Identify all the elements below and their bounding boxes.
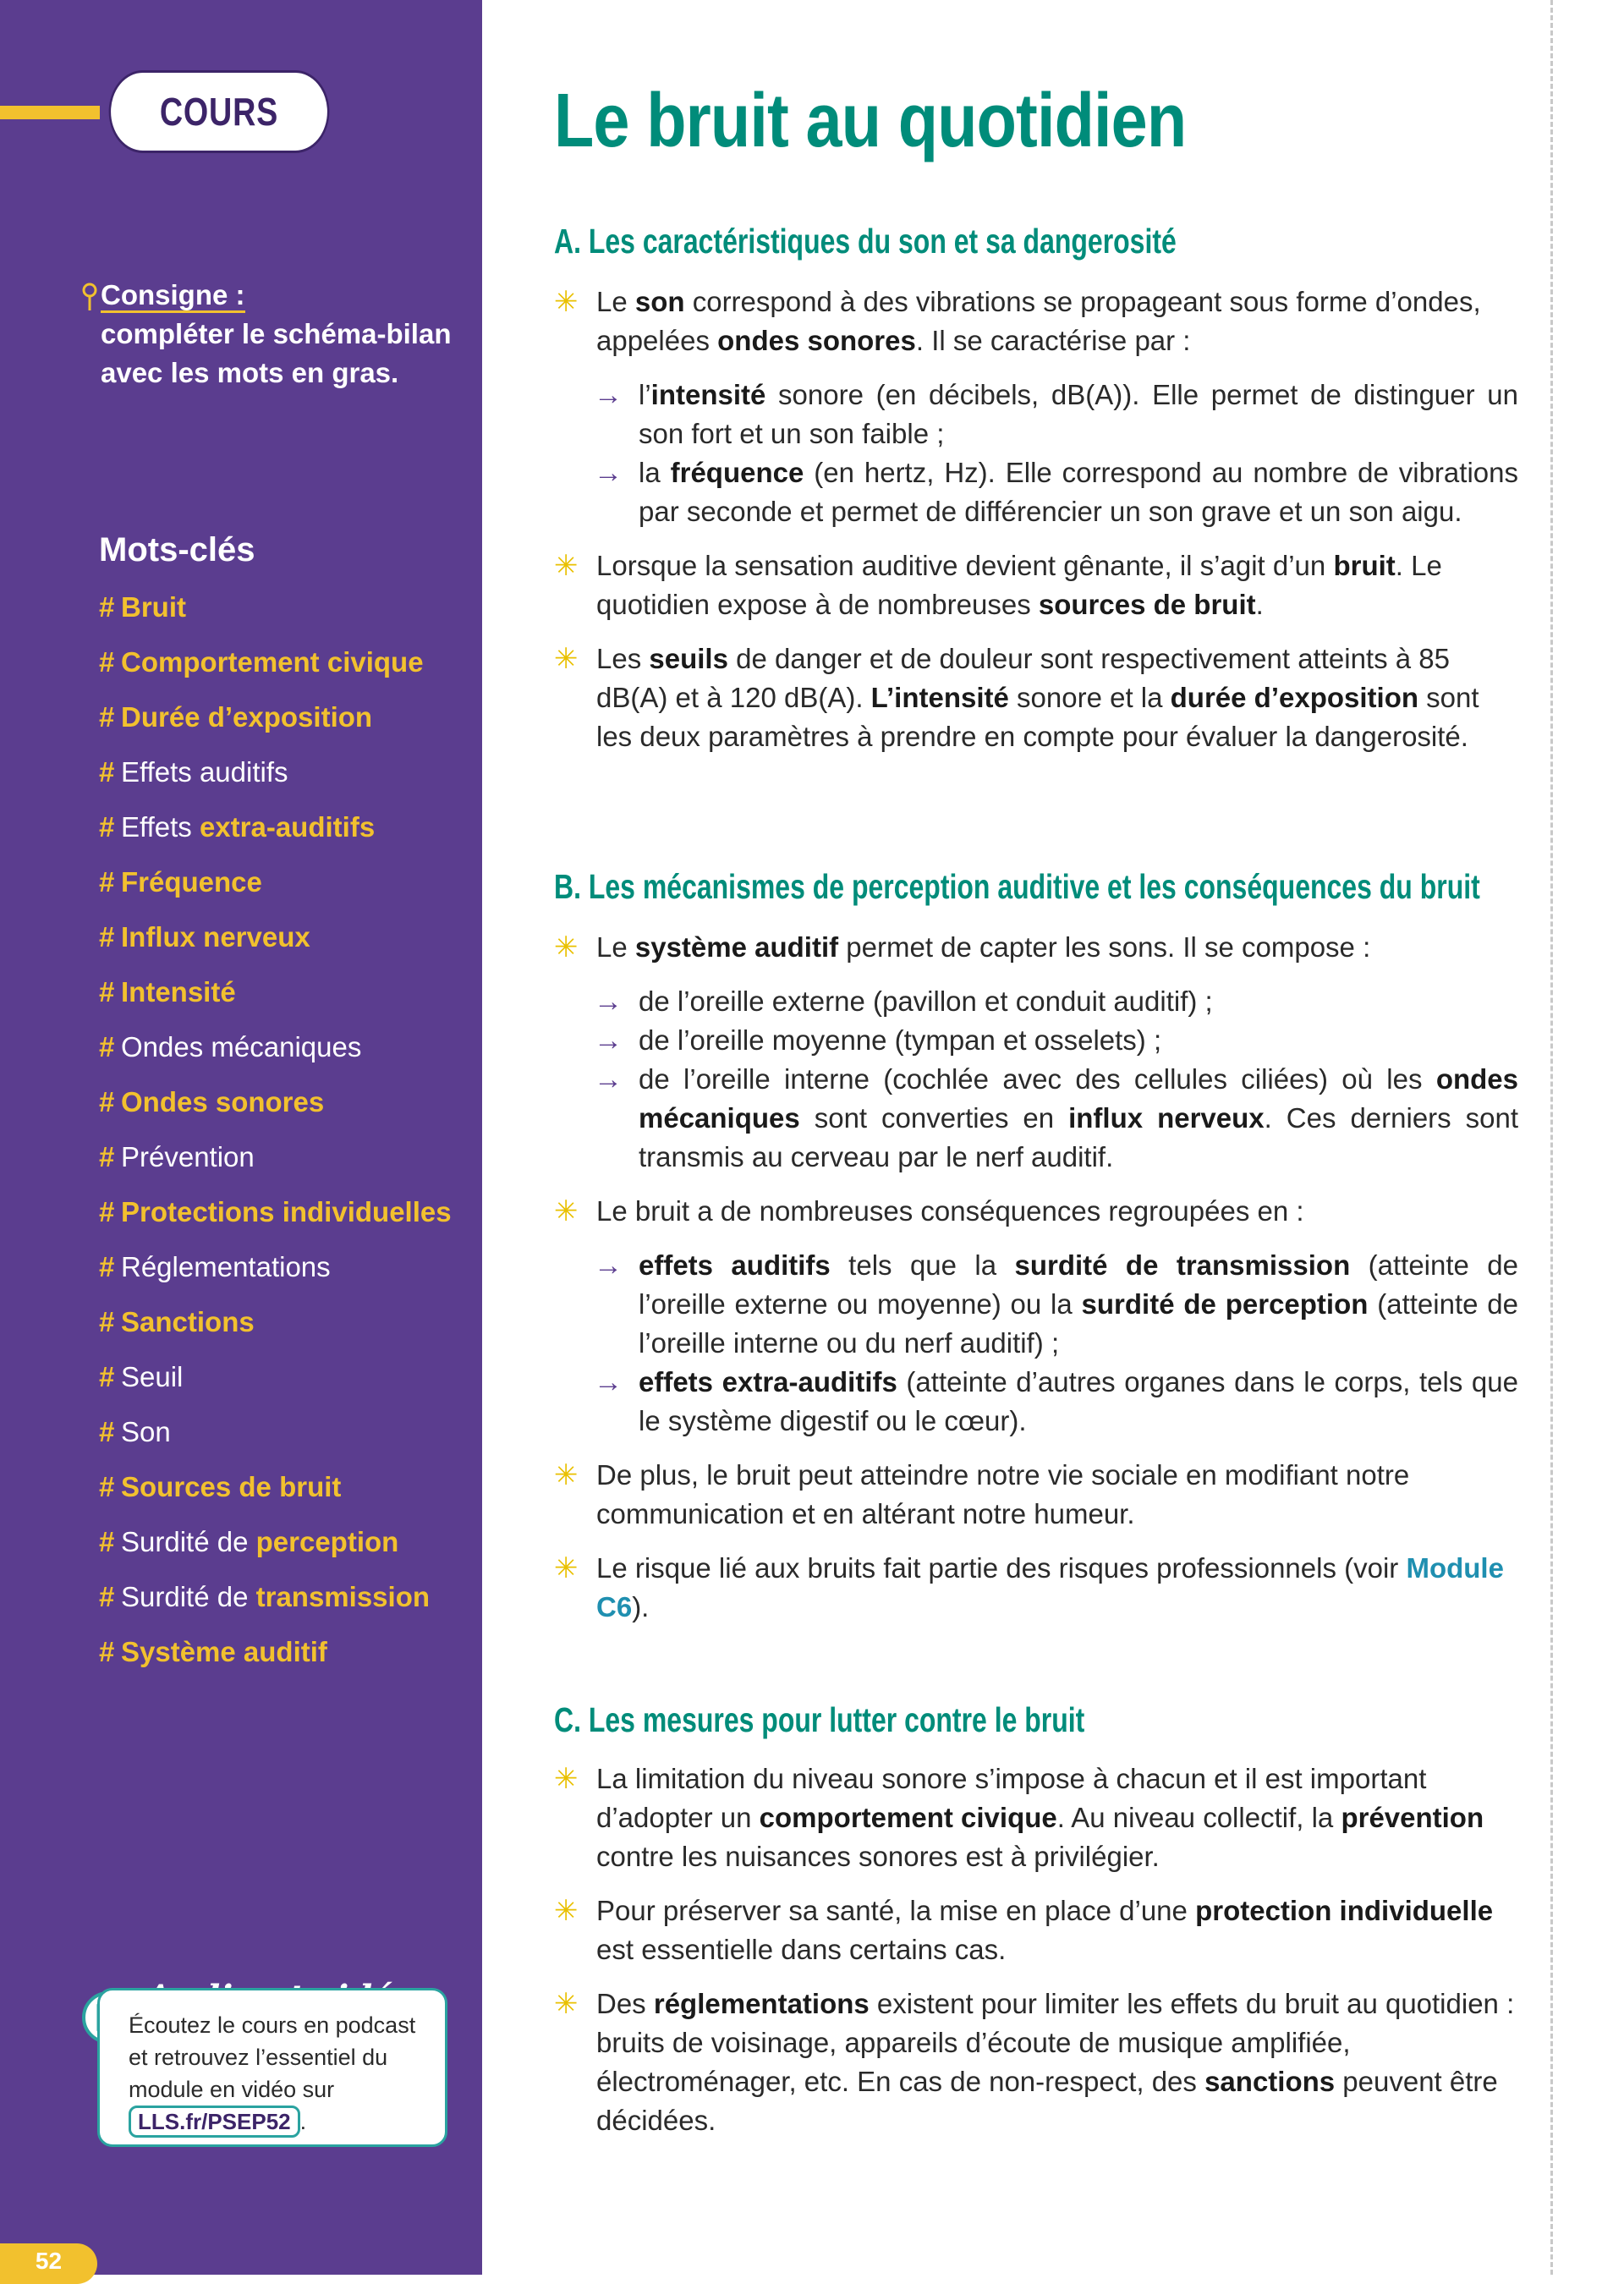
hash-symbol: # bbox=[99, 921, 115, 953]
bold-term: ondes mécaniques bbox=[639, 1063, 1518, 1134]
section-c-body bbox=[554, 1760, 1518, 2155]
keyword-item bbox=[99, 698, 471, 736]
keyword-text: Comportement civique bbox=[121, 646, 424, 678]
sub-item bbox=[554, 376, 1518, 453]
bold-term: seuils bbox=[649, 643, 728, 674]
keyword-text: Surdité de bbox=[121, 1526, 256, 1557]
bullet-paragraph bbox=[554, 928, 1518, 967]
bold-term: intensité bbox=[650, 379, 766, 410]
cours-stripe bbox=[0, 106, 100, 119]
body-text: de l’oreille interne (cochlée avec des cellules ciliées) où les bbox=[639, 1063, 1436, 1095]
keyword-item bbox=[99, 918, 471, 956]
consigne-text: compléter le schéma-bilan avec les mots en gras. bbox=[101, 318, 452, 388]
sub-item bbox=[554, 453, 1518, 531]
keyword-text: Ondes mécaniques bbox=[121, 1031, 362, 1062]
bold-term: sources de bruit bbox=[1038, 589, 1256, 620]
body-text: La limitation du niveau sonore s’impose à chacun et il est important d’adopter un bbox=[596, 1763, 1427, 1833]
keyword-text: Bruit bbox=[121, 591, 186, 623]
star-bullet-icon: ✳ bbox=[554, 1459, 579, 1491]
keyword-item bbox=[99, 973, 471, 1011]
hash-symbol: # bbox=[99, 1086, 115, 1117]
keyword-text: Influx nerveux bbox=[121, 921, 310, 953]
hash-symbol: # bbox=[99, 1031, 115, 1062]
body-text: tels que la bbox=[830, 1249, 1015, 1281]
section-title-b: B. Les mécanismes de perception auditive et les conséquences du bruit bbox=[554, 867, 1480, 906]
sidebar bbox=[0, 0, 482, 2275]
sub-list bbox=[554, 1246, 1518, 1441]
keyword-text: perception bbox=[255, 1526, 399, 1557]
sub-item bbox=[554, 1060, 1518, 1177]
star-bullet-icon: ✳ bbox=[554, 550, 579, 582]
section-b-body bbox=[554, 928, 1518, 1642]
mots-cles-list bbox=[99, 588, 471, 1688]
section-a-body bbox=[554, 283, 1518, 771]
arrow-right-icon: → bbox=[594, 986, 623, 1018]
body-text: Le bruit a de nombreuses conséquences regroupées en : bbox=[596, 1195, 1304, 1227]
body-text: sonore et la bbox=[1008, 682, 1171, 713]
keyword-text: Protections individuelles bbox=[121, 1196, 452, 1227]
page-title: Le bruit au quotidien bbox=[554, 79, 1187, 163]
sub-list bbox=[554, 376, 1518, 531]
body-text: sont converties en bbox=[799, 1102, 1069, 1134]
bold-term: réglementations bbox=[653, 1988, 870, 2019]
keyword-text: Intensité bbox=[121, 976, 236, 1007]
arrow-right-icon: → bbox=[594, 1024, 623, 1057]
hash-symbol: # bbox=[99, 1361, 115, 1392]
body-text: de l’oreille moyenne (tympan et osselets) ; bbox=[639, 1024, 1162, 1056]
arrow-right-icon: → bbox=[594, 1063, 623, 1095]
hash-symbol: # bbox=[99, 1306, 115, 1337]
page-number: 52 bbox=[0, 2243, 97, 2284]
bullet-paragraph bbox=[554, 1549, 1518, 1627]
hash-symbol: # bbox=[99, 866, 115, 898]
bullet-paragraph bbox=[554, 1456, 1518, 1534]
keyword-item bbox=[99, 1138, 471, 1176]
star-bullet-icon: ✳ bbox=[554, 931, 579, 964]
bold-term: bruit bbox=[1333, 550, 1396, 581]
pin-icon bbox=[80, 283, 99, 311]
bold-term: durée d’exposition bbox=[1170, 682, 1419, 713]
body-text: Lorsque la sensation auditive devient gênante, il s’agit d’un bbox=[596, 550, 1334, 581]
bold-term: fréquence bbox=[670, 457, 804, 488]
keyword-text: Ondes sonores bbox=[121, 1086, 325, 1117]
hash-symbol: # bbox=[99, 1471, 115, 1502]
bold-term: système auditif bbox=[634, 931, 839, 963]
keyword-text: Effets bbox=[121, 811, 200, 843]
keyword-text: Réglementations bbox=[121, 1251, 331, 1282]
section-title-c: C. Les mesures pour lutter contre le bruit bbox=[554, 1700, 1085, 1739]
hash-symbol: # bbox=[99, 1196, 115, 1227]
body-text: . Ces derniers sont transmis au cerveau par le nerf auditif. bbox=[639, 1102, 1519, 1172]
body-text: sonore (en décibels, dB(A)). Elle permet de distinguer un son fort et un son faible ; bbox=[639, 379, 1518, 449]
arrow-right-icon: → bbox=[594, 1366, 623, 1398]
hash-symbol: # bbox=[99, 701, 115, 733]
body-text: Des bbox=[596, 1988, 654, 2019]
bold-term: sanctions bbox=[1204, 2066, 1336, 2097]
body-text: est essentielle dans certains cas. bbox=[596, 1934, 1007, 1965]
bullet-paragraph bbox=[554, 1985, 1518, 2140]
bold-term: effets auditifs bbox=[639, 1249, 831, 1281]
hash-symbol: # bbox=[99, 591, 115, 623]
bold-term: influx nerveux bbox=[1068, 1102, 1265, 1134]
body-text: . Il se caractérise par : bbox=[915, 325, 1191, 356]
body-text: sont les deux paramètres à prendre en compte pour évaluer la dangerosité. bbox=[596, 682, 1479, 752]
star-bullet-icon: ✳ bbox=[554, 1552, 579, 1584]
cours-badge: COURS bbox=[109, 70, 330, 153]
hash-symbol: # bbox=[99, 1581, 115, 1612]
body-text: permet de capter les sons. Il se compose : bbox=[838, 931, 1371, 963]
body-text: Le bbox=[596, 286, 635, 317]
keyword-text: transmission bbox=[255, 1581, 431, 1612]
audio-box bbox=[97, 1988, 447, 2147]
arrow-right-icon: → bbox=[594, 379, 623, 411]
keyword-text: Système auditif bbox=[121, 1636, 327, 1667]
star-bullet-icon: ✳ bbox=[554, 1895, 579, 1927]
hash-symbol: # bbox=[99, 1416, 115, 1447]
bold-term: surdité de transmission bbox=[1014, 1249, 1351, 1281]
arrow-right-icon: → bbox=[594, 1249, 623, 1282]
star-bullet-icon: ✳ bbox=[554, 643, 579, 675]
hash-symbol: # bbox=[99, 976, 115, 1007]
keyword-item bbox=[99, 588, 471, 626]
keyword-item bbox=[99, 1028, 471, 1066]
hash-symbol: # bbox=[99, 1636, 115, 1667]
keyword-text: extra-auditifs bbox=[199, 811, 376, 843]
hash-symbol: # bbox=[99, 756, 115, 788]
consigne-label: Consigne : bbox=[101, 279, 245, 313]
keyword-item bbox=[99, 643, 471, 681]
hash-symbol: # bbox=[99, 811, 115, 843]
star-bullet-icon: ✳ bbox=[554, 1195, 579, 1227]
bullet-paragraph bbox=[554, 1891, 1518, 1969]
keyword-item bbox=[99, 1248, 471, 1286]
keyword-item bbox=[99, 1303, 471, 1341]
keyword-text: Son bbox=[121, 1416, 171, 1447]
body-text: . Au niveau collectif, la bbox=[1056, 1802, 1341, 1833]
keyword-item bbox=[99, 1083, 471, 1121]
arrow-right-icon: → bbox=[594, 457, 623, 489]
body-text: la bbox=[639, 457, 671, 488]
keyword-text: Durée d’exposition bbox=[121, 701, 373, 733]
keyword-text: Effets auditifs bbox=[121, 756, 288, 788]
keyword-item bbox=[99, 863, 471, 901]
audio-text: Écoutez le cours en podcast et retrouvez l’essentiel du module en vidéo sur bbox=[129, 2012, 416, 2102]
bullet-paragraph bbox=[554, 1192, 1518, 1231]
keyword-item bbox=[99, 808, 471, 846]
bullet-paragraph bbox=[554, 283, 1518, 360]
body-text: Le bbox=[596, 931, 635, 963]
keyword-text: Seuil bbox=[121, 1361, 184, 1392]
keyword-item bbox=[99, 1358, 471, 1396]
mots-cles-title: Mots-clés bbox=[99, 531, 255, 568]
body-text: Les bbox=[596, 643, 650, 674]
dashed-margin-line bbox=[1550, 0, 1553, 2275]
keyword-item bbox=[99, 753, 471, 791]
keyword-text: Sources de bruit bbox=[121, 1471, 342, 1502]
keyword-text: Fréquence bbox=[121, 866, 262, 898]
bold-term: comportement civique bbox=[759, 1802, 1057, 1833]
body-text: (en hertz, Hz). Elle correspond au nombre de vibrations par seconde et permet de différencier un son grave et un son aigu. bbox=[639, 457, 1518, 527]
body-text: (atteinte de l’oreille interne ou du nerf auditif) ; bbox=[639, 1288, 1519, 1359]
body-text: (atteinte d’autres organes dans le corps, tels que le système digestif ou le cœur). bbox=[639, 1366, 1518, 1436]
hash-symbol: # bbox=[99, 1141, 115, 1172]
consigne-block bbox=[80, 276, 453, 393]
module-link[interactable]: Module C6 bbox=[596, 1552, 1504, 1622]
body-text: ). bbox=[632, 1591, 650, 1622]
star-bullet-icon: ✳ bbox=[554, 1988, 579, 2020]
keyword-item bbox=[99, 1633, 471, 1671]
star-bullet-icon: ✳ bbox=[554, 286, 579, 318]
body-text: De plus, le bruit peut atteindre notre vie sociale en modifiant notre communication et en altérant notre humeur. bbox=[596, 1459, 1410, 1529]
sub-item bbox=[554, 1363, 1518, 1441]
sub-item bbox=[554, 1246, 1518, 1363]
bullet-paragraph bbox=[554, 640, 1518, 756]
audio-after: . bbox=[299, 2109, 307, 2134]
hash-symbol: # bbox=[99, 646, 115, 678]
bullet-paragraph bbox=[554, 546, 1518, 624]
hash-symbol: # bbox=[99, 1526, 115, 1557]
bold-term: ondes sonores bbox=[717, 325, 916, 356]
body-text: (atteinte de l’oreille externe ou moyenne) ou la bbox=[639, 1249, 1519, 1320]
body-text: contre les nuisances sonores est à privilégier. bbox=[596, 1841, 1160, 1872]
bold-term: surdité de perception bbox=[1081, 1288, 1369, 1320]
sub-item bbox=[554, 982, 1518, 1021]
bullet-paragraph bbox=[554, 1760, 1518, 1876]
bold-term: prévention bbox=[1341, 1802, 1484, 1833]
body-text: peuvent être décidées. bbox=[596, 2066, 1498, 2136]
body-text: Pour préserver sa santé, la mise en place d’une bbox=[596, 1895, 1196, 1926]
hash-symbol: # bbox=[99, 1251, 115, 1282]
star-bullet-icon: ✳ bbox=[554, 1763, 579, 1795]
bold-term: son bbox=[634, 286, 685, 317]
body-text: existent pour limiter les effets du bruit au quotidien : bruits de voisinage, appareils d’écoute de musique amplifiée, électroménager, etc. En cas de non-respect, des bbox=[596, 1988, 1515, 2097]
section-title-a: A. Les caractéristiques du son et sa dangerosité bbox=[554, 222, 1177, 261]
bold-term: protection individuelle bbox=[1195, 1895, 1494, 1926]
keyword-text: Prévention bbox=[121, 1141, 255, 1172]
body-text: de danger et de douleur sont respectivement atteints à 85 dB(A) et à 120 dB(A). bbox=[596, 643, 1450, 713]
keyword-text: Sanctions bbox=[121, 1306, 255, 1337]
keyword-item bbox=[99, 1413, 471, 1451]
body-text: l’ bbox=[639, 379, 651, 410]
bold-term: effets extra-auditifs bbox=[639, 1366, 897, 1397]
keyword-text: Surdité de bbox=[121, 1581, 256, 1612]
sub-list bbox=[554, 982, 1518, 1177]
body-text: correspond à des vibrations se propageant sous forme d’ondes, appelées bbox=[596, 286, 1481, 356]
sub-item bbox=[554, 1021, 1518, 1060]
keyword-item bbox=[99, 1523, 471, 1561]
keyword-item bbox=[99, 1193, 471, 1231]
body-text: de l’oreille externe (pavillon et conduit auditif) ; bbox=[639, 986, 1213, 1017]
bold-term: L’intensité bbox=[870, 682, 1009, 713]
body-text: . bbox=[1255, 589, 1264, 620]
body-text: Le risque lié aux bruits fait partie des risques professionnels (voir bbox=[596, 1552, 1407, 1584]
keyword-item bbox=[99, 1468, 471, 1506]
body-text: . Le quotidien expose à de nombreuses bbox=[596, 550, 1442, 620]
keyword-item bbox=[99, 1578, 471, 1616]
lls-link[interactable]: LLS.fr/PSEP52 bbox=[129, 2106, 300, 2138]
